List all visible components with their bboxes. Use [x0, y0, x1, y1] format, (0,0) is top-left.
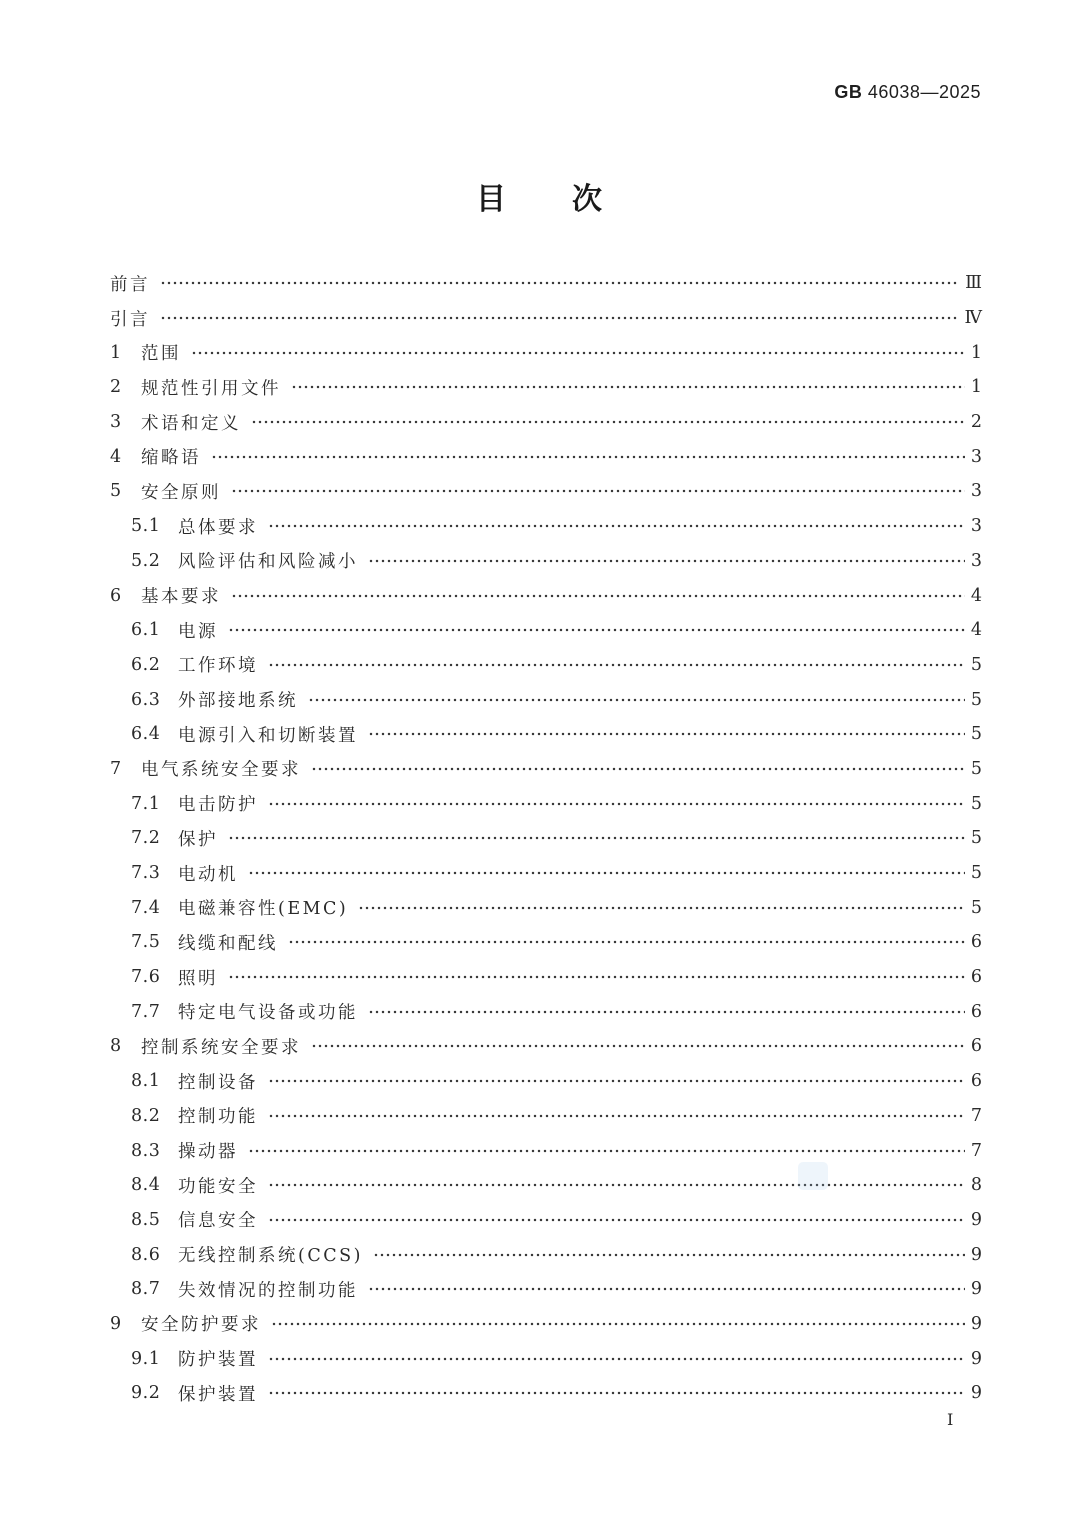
toc-entry-page: 5 [970, 828, 982, 849]
toc-entry[interactable] [110, 509, 982, 544]
toc-entry-number: 8.5 [131, 1209, 161, 1230]
toc-entry-title: 规范性引用文件 [141, 378, 281, 399]
toc-entry-page: 5 [970, 758, 982, 779]
toc-entry-page: 5 [970, 724, 982, 745]
toc-entry-title: 电源 [178, 621, 218, 642]
dot-leader [271, 1322, 965, 1326]
toc-entry-title: 引言 [110, 309, 150, 330]
toc-entry[interactable] [110, 1203, 982, 1238]
watermark-logo [798, 1162, 828, 1190]
standard-number [834, 82, 981, 103]
toc-entry-page: 5 [970, 689, 982, 710]
toc-entry-number: 9.1 [131, 1348, 161, 1369]
toc-entry-number: 8 [110, 1036, 122, 1057]
toc-entry[interactable] [110, 1133, 982, 1168]
toc-entry[interactable] [110, 925, 982, 960]
toc-entry-number: 8.1 [131, 1071, 161, 1092]
dot-leader [228, 836, 965, 840]
toc-entry-page: 4 [970, 620, 982, 641]
toc-entry-number: 7.3 [131, 863, 161, 884]
standard-code: 46038—2025 [867, 82, 981, 102]
toc-entry-number: 1 [110, 342, 122, 363]
toc-entry-title: 防护装置 [178, 1350, 258, 1371]
dot-leader [160, 281, 959, 285]
toc-entry[interactable] [110, 266, 982, 301]
toc-entry-number: 7.5 [131, 932, 161, 953]
toc-entry-title: 线缆和配线 [178, 933, 278, 954]
toc-entry-number: 7.7 [131, 1001, 161, 1022]
toc-entry-number: 8.4 [131, 1175, 161, 1196]
toc-entry-number: 5.1 [131, 516, 161, 537]
toc-entry-title: 术语和定义 [141, 413, 241, 434]
dot-leader [268, 1391, 965, 1395]
toc-entry-page: 9 [970, 1244, 982, 1265]
toc-entry-page: 9 [970, 1209, 982, 1230]
toc-entry-page: 6 [970, 1036, 982, 1057]
toc-entry-title: 工作环境 [178, 656, 258, 677]
toc-entry-page: 3 [970, 516, 982, 537]
toc-entry-number: 8.6 [131, 1244, 161, 1265]
dot-leader [268, 1218, 965, 1222]
toc-entry-number: 6 [110, 585, 122, 606]
dot-leader [268, 663, 965, 667]
dot-leader [268, 802, 965, 806]
dot-leader [160, 316, 959, 320]
toc-entry[interactable] [110, 439, 982, 474]
page-title: 目 次 [476, 182, 604, 217]
toc-entry-title: 前言 [110, 274, 150, 295]
toc-entry[interactable] [110, 890, 982, 925]
toc-entry-page: 9 [970, 1383, 982, 1404]
dot-leader [268, 1114, 965, 1118]
toc-entry-number: 9 [110, 1313, 122, 1334]
toc-entry[interactable] [110, 335, 982, 370]
toc-entry-title: 保护 [178, 829, 218, 850]
toc-entry-page: Ⅳ [964, 308, 982, 329]
toc-entry[interactable] [110, 752, 982, 787]
page-number: Ⅰ [947, 1410, 954, 1429]
dot-leader [228, 975, 965, 979]
toc-entry-title: 电击防护 [178, 795, 258, 816]
toc-entry-number: 5.2 [131, 550, 161, 571]
toc-entry-page: 7 [970, 1140, 982, 1161]
toc-entry-page: 9 [970, 1348, 982, 1369]
toc-entry[interactable] [110, 1064, 982, 1099]
toc-entry-page: 9 [970, 1313, 982, 1334]
toc-entry-title: 缩略语 [141, 448, 201, 469]
toc-entry-number: 3 [110, 412, 122, 433]
toc-entry[interactable] [110, 544, 982, 579]
toc-entry-title: 总体要求 [178, 517, 258, 538]
toc-entry[interactable] [110, 1307, 982, 1342]
toc-entry-page: 9 [970, 1279, 982, 1300]
toc-entry-title: 信息安全 [178, 1211, 258, 1232]
dot-leader [311, 1044, 965, 1048]
dot-leader [248, 1149, 965, 1153]
toc-entry-title: 范围 [141, 344, 181, 365]
toc-entry[interactable] [110, 1029, 982, 1064]
toc-entry-page: 6 [970, 1001, 982, 1022]
toc-entry[interactable] [110, 648, 982, 683]
toc-entry-number: 6.2 [131, 654, 161, 675]
toc-entry-page: Ⅲ [965, 273, 982, 294]
toc-entry-title: 电源引入和切断装置 [178, 725, 358, 746]
toc-entry-number: 7.6 [131, 967, 161, 988]
dot-leader [358, 906, 965, 910]
toc-entry[interactable] [110, 1341, 982, 1376]
toc-entry-page: 5 [970, 793, 982, 814]
dot-leader [268, 524, 965, 528]
dot-leader [191, 351, 965, 355]
toc-entry[interactable] [110, 717, 982, 752]
toc-entry-page: 8 [970, 1175, 982, 1196]
toc-entry[interactable] [110, 994, 982, 1029]
toc-entry[interactable] [110, 821, 982, 856]
toc-entry-number: 7.2 [131, 828, 161, 849]
toc-entry-page: 5 [970, 897, 982, 918]
toc-entry-number: 6.4 [131, 724, 161, 745]
toc-entry-title: 控制系统安全要求 [141, 1037, 301, 1058]
dot-leader [231, 594, 965, 598]
toc-entry[interactable] [110, 960, 982, 995]
toc-entry-page: 2 [970, 412, 982, 433]
toc-entry-number: 2 [110, 377, 122, 398]
dot-leader [308, 698, 965, 702]
toc-entry-number: 8.3 [131, 1140, 161, 1161]
toc-entry-number: 8.7 [131, 1279, 161, 1300]
toc-entry[interactable] [110, 1168, 982, 1203]
toc-entry[interactable] [110, 856, 982, 891]
toc-entry-number: 5 [110, 481, 122, 502]
toc-entry-title: 基本要求 [141, 587, 221, 608]
toc-entry-number: 6.3 [131, 689, 161, 710]
toc-entry-title: 照明 [178, 968, 218, 989]
toc-entry-title: 电气系统安全要求 [141, 760, 301, 781]
table-of-contents [110, 266, 982, 1411]
dot-leader [368, 1287, 965, 1291]
toc-entry-title: 电动机 [178, 864, 238, 885]
toc-entry-page: 6 [970, 967, 982, 988]
toc-entry-page: 4 [970, 585, 982, 606]
toc-entry-number: 6.1 [131, 620, 161, 641]
toc-entry-number: 4 [110, 446, 122, 467]
dot-leader [268, 1079, 965, 1083]
toc-entry[interactable] [110, 405, 982, 440]
dot-leader [268, 1357, 965, 1361]
toc-entry[interactable] [110, 1099, 982, 1134]
dot-leader [368, 1010, 965, 1014]
toc-entry-number: 8.2 [131, 1105, 161, 1126]
toc-entry-page: 6 [970, 932, 982, 953]
toc-entry-page: 6 [970, 1071, 982, 1092]
standard-prefix: GB [834, 82, 863, 102]
dot-leader [231, 489, 965, 493]
dot-leader [368, 732, 965, 736]
toc-entry[interactable] [110, 301, 982, 336]
toc-entry-number: 7.4 [131, 897, 161, 918]
toc-entry[interactable] [110, 578, 982, 613]
toc-entry-title: 外部接地系统 [178, 691, 298, 712]
toc-entry[interactable] [110, 786, 982, 821]
toc-entry-title: 安全原则 [141, 482, 221, 503]
toc-entry[interactable] [110, 1272, 982, 1307]
toc-entry-page: 3 [970, 446, 982, 467]
toc-entry[interactable] [110, 370, 982, 405]
dot-leader [228, 628, 965, 632]
toc-entry-title: 功能安全 [178, 1176, 258, 1197]
toc-entry-page: 3 [970, 481, 982, 502]
dot-leader [311, 767, 965, 771]
toc-entry[interactable] [110, 1376, 982, 1411]
dot-leader [288, 940, 965, 944]
toc-entry[interactable] [110, 1237, 982, 1272]
toc-entry-title: 控制设备 [178, 1072, 258, 1093]
toc-entry-number: 7 [110, 758, 122, 779]
toc-entry[interactable] [110, 613, 982, 648]
toc-entry-title: 安全防护要求 [141, 1315, 261, 1336]
toc-entry[interactable] [110, 682, 982, 717]
toc-entry-title: 控制功能 [178, 1107, 258, 1128]
dot-leader [211, 455, 965, 459]
toc-entry-number: 7.1 [131, 793, 161, 814]
toc-entry-title: 电磁兼容性(EMC) [178, 899, 349, 920]
toc-entry-title: 无线控制系统(CCS) [178, 1246, 363, 1267]
toc-entry-title: 失效情况的控制功能 [178, 1280, 358, 1301]
dot-leader [268, 1183, 965, 1187]
toc-entry[interactable] [110, 474, 982, 509]
toc-entry-page: 7 [970, 1105, 982, 1126]
toc-entry-page: 5 [970, 863, 982, 884]
toc-entry-page: 3 [970, 550, 982, 571]
dot-leader [291, 385, 965, 389]
dot-leader [248, 871, 965, 875]
toc-entry-title: 保护装置 [178, 1384, 258, 1405]
toc-entry-page: 5 [970, 654, 982, 675]
dot-leader [251, 420, 965, 424]
toc-entry-title: 操动器 [178, 1142, 238, 1163]
toc-entry-title: 特定电气设备或功能 [178, 1003, 358, 1024]
dot-leader [373, 1253, 965, 1257]
toc-entry-title: 风险评估和风险减小 [178, 552, 358, 573]
dot-leader [368, 559, 965, 563]
toc-entry-page: 1 [970, 342, 982, 363]
toc-entry-page: 1 [970, 377, 982, 398]
toc-entry-number: 9.2 [131, 1383, 161, 1404]
